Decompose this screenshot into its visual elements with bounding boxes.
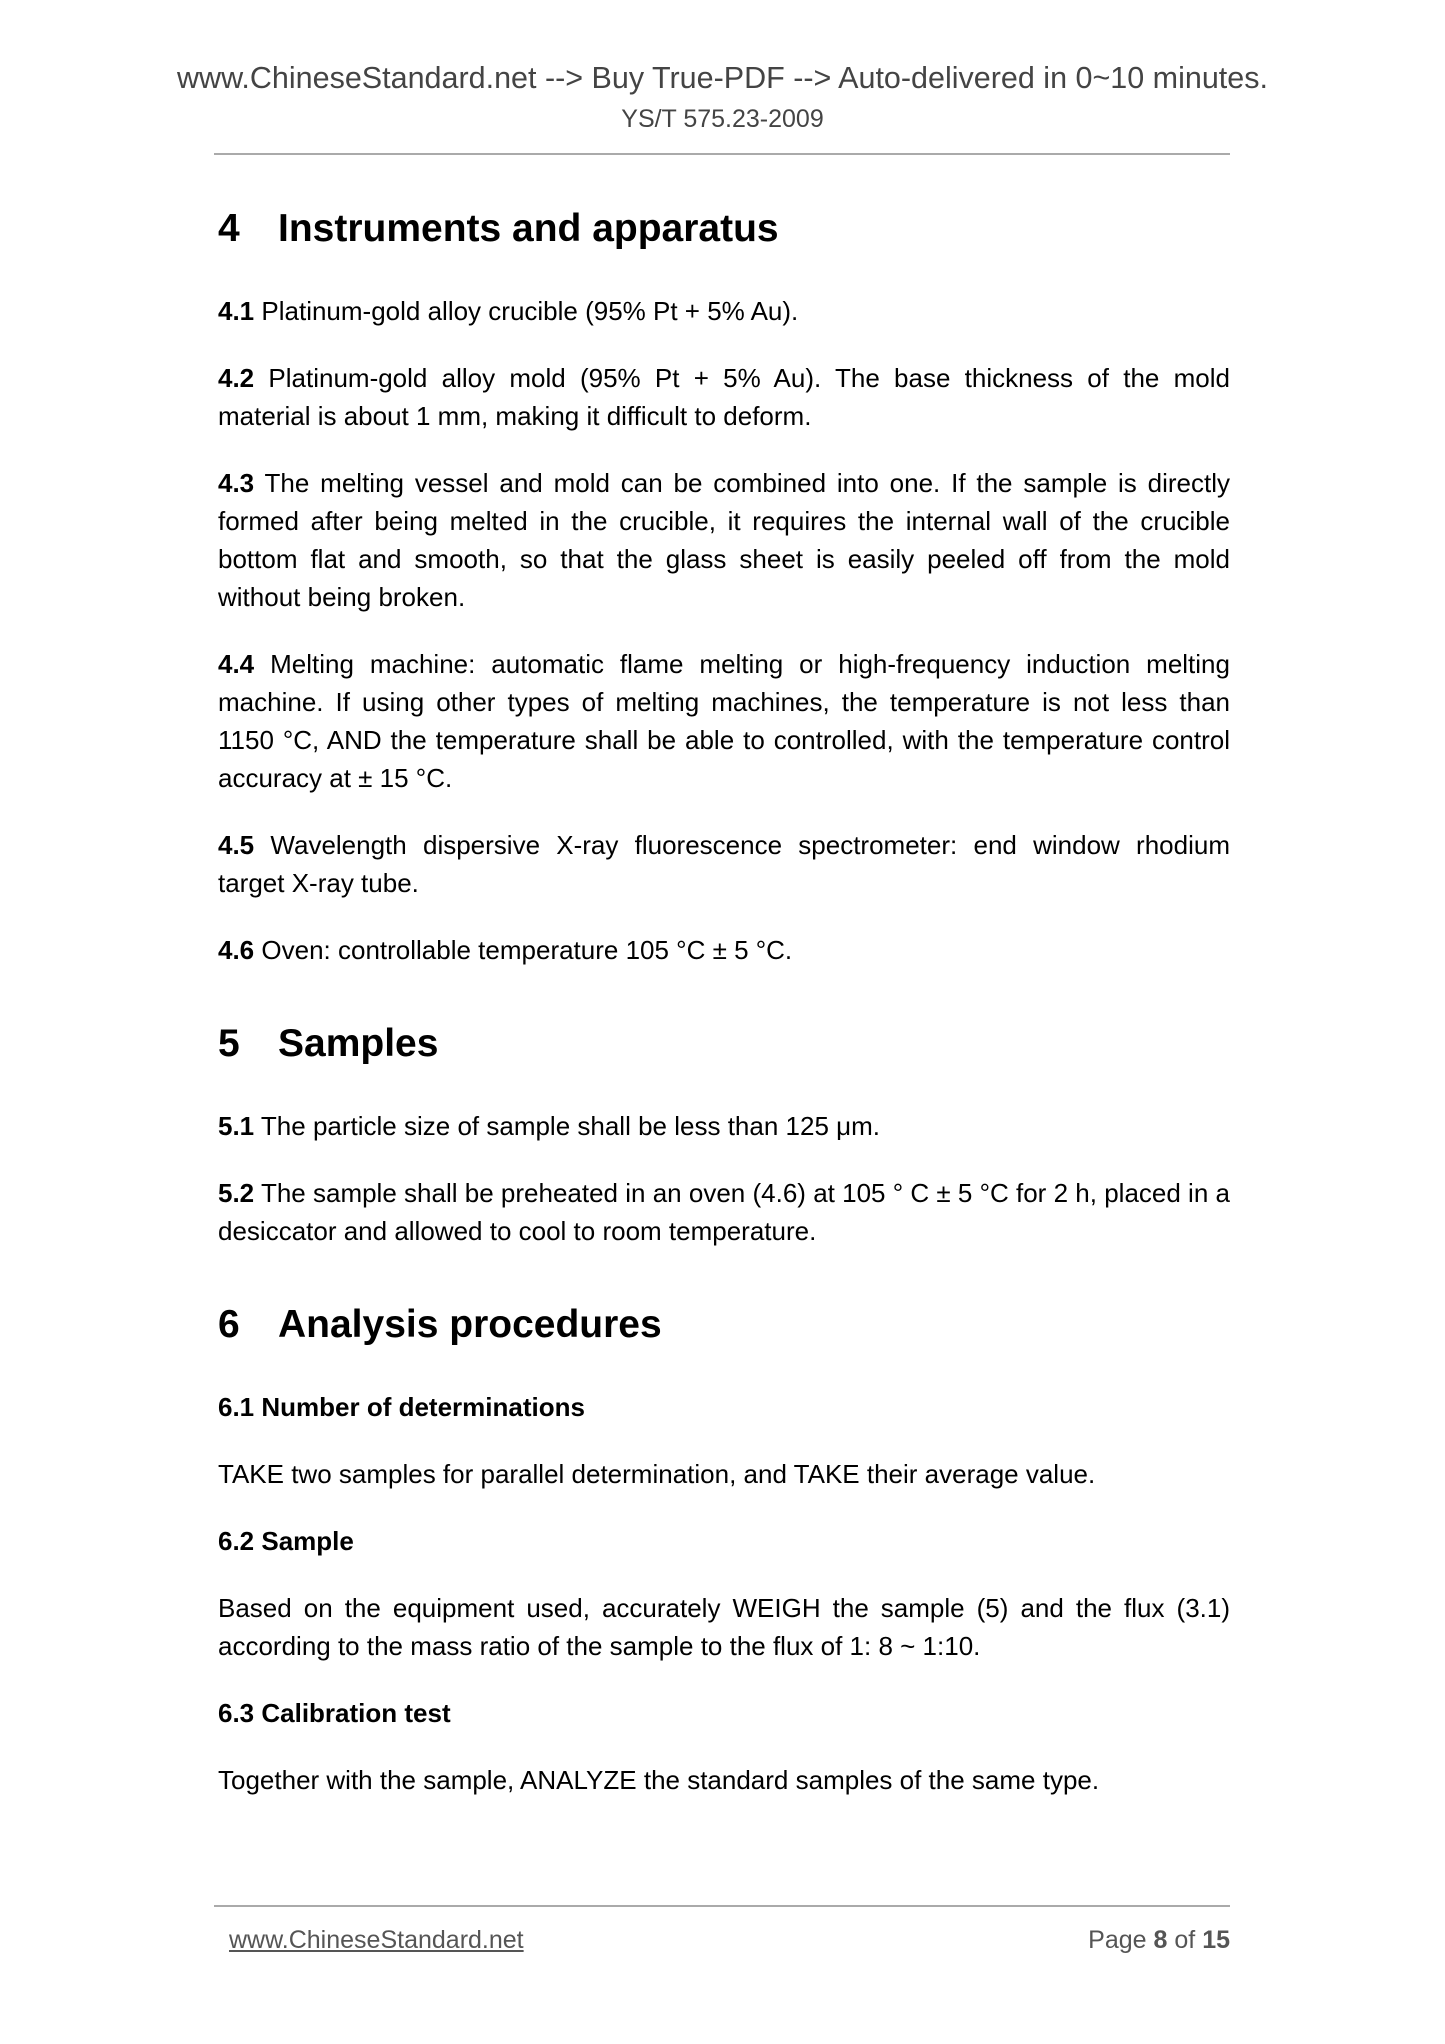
clause-text: The particle size of sample shall be less than 125 μm.	[260, 1111, 880, 1141]
section-title: Instruments and apparatus	[278, 207, 779, 250]
document-body	[218, 206, 1230, 1799]
section-5-heading	[218, 1021, 1230, 1067]
clause-4-6	[218, 931, 1230, 969]
page-of: of	[1174, 1926, 1196, 1954]
standard-code: YS/T 575.23-2009	[621, 105, 824, 133]
clause-4-1	[218, 292, 1230, 330]
clause-number: 5.2	[218, 1178, 255, 1208]
clause-number: 4.2	[218, 363, 255, 393]
clause-4-4	[218, 645, 1230, 797]
clause-4-3	[218, 464, 1230, 616]
subsection-6-2-heading: 6.2 Sample	[218, 1526, 354, 1556]
footer-divider	[214, 1905, 1230, 1907]
section-4-heading	[218, 206, 1230, 252]
clause-4-2	[218, 359, 1230, 435]
subsection-6-3-text: Together with the sample, ANALYZE the standard samples of the same type.	[218, 1765, 1100, 1795]
clause-text: The sample shall be preheated in an oven (4.6) at 105 ° C ± 5 °C for 2 h, placed in a desiccator and allowed to cool to room temperature.	[218, 1178, 1230, 1246]
clause-text: Platinum-gold alloy mold (95% Pt + 5% Au). The base thickness of the mold material is about 1 mm, making it difficult to deform.	[218, 363, 1230, 431]
clause-number: 4.4	[218, 649, 255, 679]
clause-text: Oven: controllable temperature 105 °C ± 5 °C.	[261, 935, 793, 965]
section-number: 5	[218, 1022, 240, 1065]
clause-5-2	[218, 1174, 1230, 1250]
subsection-6-1-heading: 6.1 Number of determinations	[218, 1392, 585, 1422]
clause-number: 4.5	[218, 830, 255, 860]
clause-number: 4.3	[218, 468, 255, 498]
header-divider	[214, 153, 1230, 155]
clause-number: 4.1	[218, 296, 255, 326]
clause-text: Wavelength dispersive X-ray fluorescence spectrometer: end window rhodium target X-ray tube.	[218, 830, 1230, 898]
section-number: 6	[218, 1303, 240, 1346]
footer-website-link[interactable]: www.ChineseStandard.net	[229, 1926, 524, 1954]
header-banner: www.ChineseStandard.net --> Buy True-PDF --> Auto-delivered in 0~10 minutes.	[177, 61, 1268, 95]
section-number: 4	[218, 207, 240, 250]
clause-number: 5.1	[218, 1111, 255, 1141]
subsection-6-1-text: TAKE two samples for parallel determination, and TAKE their average value.	[218, 1459, 1096, 1489]
section-title: Samples	[278, 1022, 439, 1065]
clause-text: Platinum-gold alloy crucible (95% Pt + 5% Au).	[261, 296, 799, 326]
page-indicator	[1088, 1925, 1230, 1955]
clause-number: 4.6	[218, 935, 255, 965]
section-6-heading	[218, 1302, 1230, 1348]
subsection-6-2-text: Based on the equipment used, accurately WEIGH the sample (5) and the flux (3.1) according to the mass ratio of the sample to the flux of 1: 8 ~ 1:10.	[218, 1593, 1230, 1661]
subsection-6-3-heading: 6.3 Calibration test	[218, 1698, 451, 1728]
section-title: Analysis procedures	[278, 1303, 662, 1346]
page-prefix: Page	[1088, 1926, 1147, 1954]
clause-4-5	[218, 826, 1230, 902]
page-current: 8	[1153, 1926, 1168, 1954]
page-total: 15	[1202, 1926, 1230, 1954]
clause-5-1	[218, 1107, 1230, 1145]
clause-text: Melting machine: automatic flame melting or high-frequency induction melting machine. If using other types of melting machines, the temperature is not less than 1150 °C, AND the temperature shall be able to controlled, with the temperature control accuracy at ± 15 °C.	[218, 649, 1230, 793]
clause-text: The melting vessel and mold can be combined into one. If the sample is directly formed after being melted in the crucible, it requires the internal wall of the crucible bottom flat and smooth, so that the glass sheet is easily peeled off from the mold without being broken.	[218, 468, 1230, 612]
